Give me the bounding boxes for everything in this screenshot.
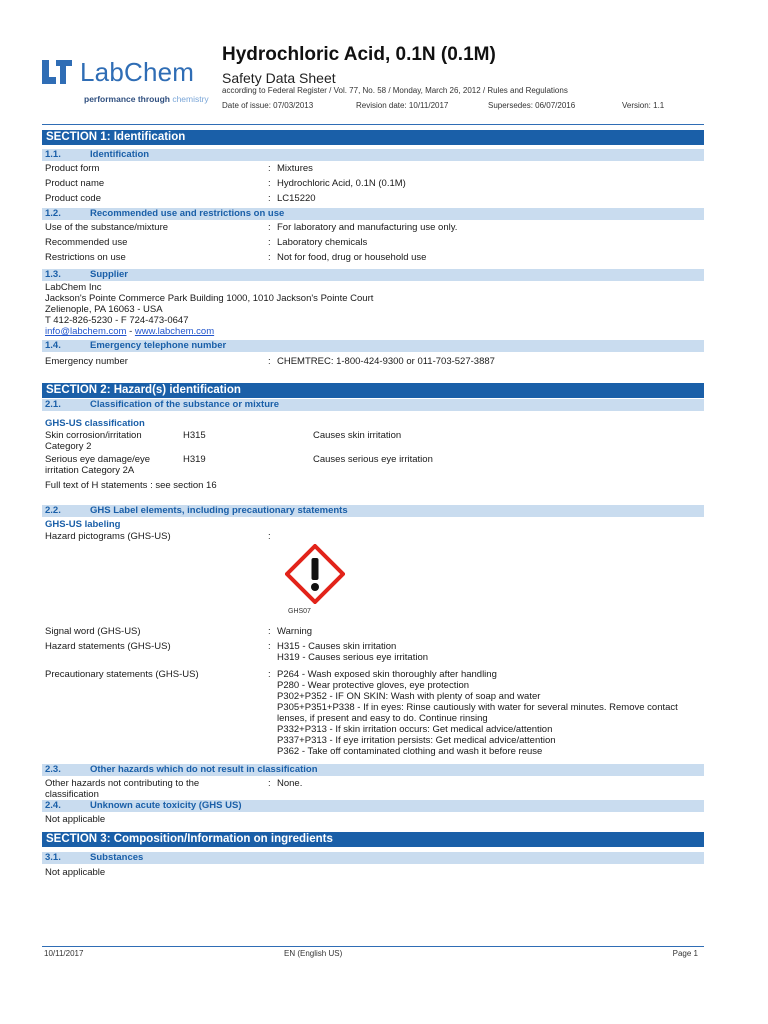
other-hazards-row: Other hazards not contributing to the classification : None. xyxy=(45,778,303,800)
precaution-statement: P362 - Take off contaminated clothing and wash it before reuse xyxy=(277,746,543,757)
supplier-block xyxy=(42,281,704,337)
supplier-website-link[interactable]: www.labchem.com xyxy=(134,326,215,337)
field-row: Use of the substance/mixture : For laboratory and manufacturing use only. xyxy=(45,222,458,233)
supplier-name: LabChem Inc xyxy=(45,282,102,293)
precaution-statement: P302+P352 - IF ON SKIN: Wash with plenty of soap and water xyxy=(277,691,541,702)
labchem-mark-icon xyxy=(42,60,72,86)
precaution-statement: lenses, if present and easy to do. Continue rinsing xyxy=(277,713,488,724)
field-row: Recommended use : Laboratory chemicals xyxy=(45,237,368,248)
subsection-1-1: 1.1. Identification xyxy=(42,149,704,161)
section-2-heading: SECTION 2: Hazard(s) identification xyxy=(42,383,704,398)
logo-tagline: performance through chemistry xyxy=(84,94,209,104)
field-row: Product form : Mixtures xyxy=(45,163,313,174)
version: Version: 1.1 xyxy=(622,101,665,110)
pictogram-area xyxy=(42,544,704,624)
classification-row: Skin corrosion/irritation Category 2 H315 Causes skin irritation xyxy=(45,430,402,452)
precaution-statement: P332+P313 - If skin irritation occurs: Get medical advice/attention xyxy=(277,724,553,735)
document-subtitle: Safety Data Sheet xyxy=(222,70,336,86)
header-rule xyxy=(42,124,704,125)
sds-header xyxy=(0,0,768,125)
footer-language: EN (English US) xyxy=(284,949,343,958)
supplier-address-1: Jackson's Pointe Commerce Park Building 1000, 1010 Jackson's Pointe Court xyxy=(45,293,374,304)
supersedes-date: Supersedes: 06/07/2016 xyxy=(488,101,576,110)
hazard-statement: H319 - Causes serious eye irritation xyxy=(277,652,429,663)
supplier-phone: T 412-826-5230 - F 724-473-0647 xyxy=(45,315,189,326)
exclamation-mark-hazard-icon xyxy=(285,544,345,604)
subsection-1-2: 1.2. Recommended use and restrictions on use xyxy=(42,208,704,220)
pictogram-code: GHS07 xyxy=(288,608,311,615)
ghs-classification-heading: GHS-US classification xyxy=(45,418,145,429)
hazard-statements-row: Hazard statements (GHS-US) : H315 - Causes skin irritation H319 - Causes serious eye irritation xyxy=(42,639,704,665)
field-row: Product name : Hydrochloric Acid, 0.1N (0.1M) xyxy=(45,178,406,189)
revision-date: Revision date: 10/11/2017 xyxy=(356,101,449,110)
footer-date: 10/11/2017 xyxy=(44,949,84,958)
subsection-1-4: 1.4. Emergency telephone number xyxy=(42,340,704,352)
subsection-2-4: 2.4. Unknown acute toxicity (GHS US) xyxy=(42,800,704,812)
section-1-heading: SECTION 1: Identification xyxy=(42,130,704,145)
field-row: Product code : LC15220 xyxy=(45,193,316,204)
pictogram-row: Hazard pictograms (GHS-US) : xyxy=(45,531,271,542)
footer-rule xyxy=(42,946,704,947)
field-row: Restrictions on use : Not for food, drug or household use xyxy=(45,252,427,263)
issue-date: Date of issue: 07/03/2013 xyxy=(222,101,314,110)
unknown-toxicity-text: Not applicable xyxy=(45,814,106,825)
hazard-statement: H315 - Causes skin irritation xyxy=(277,641,397,652)
labchem-logo xyxy=(42,58,222,110)
full-text-note: Full text of H statements : see section 16 xyxy=(45,480,217,491)
section-3-heading: SECTION 3: Composition/Information on ingredients xyxy=(42,832,704,847)
subsection-3-1: 3.1. Substances xyxy=(42,852,704,864)
subsection-2-2: 2.2. GHS Label elements, including precautionary statements xyxy=(42,505,704,517)
supplier-email-link[interactable]: info@labchem.com xyxy=(45,326,127,337)
subsection-2-3: 2.3. Other hazards which do not result in classification xyxy=(42,764,704,776)
subsection-2-1: 2.1. Classification of the substance or mixture xyxy=(42,399,704,411)
signal-word-row: Signal word (GHS-US) : Warning xyxy=(45,626,313,637)
ghs-labeling-heading: GHS-US labeling xyxy=(45,519,121,530)
classification-row: Serious eye damage/eye irritation Category 2A H319 Causes serious eye irritation xyxy=(45,454,433,476)
logo-text: LabChem xyxy=(80,57,195,87)
sds-content xyxy=(42,130,704,878)
precaution-statement: P280 - Wear protective gloves, eye protection xyxy=(277,680,470,691)
precautionary-statements-row: Precautionary statements (GHS-US) : P264 - Wash exposed skin thoroughly after handling P280 - Wear protective gloves, eye protection P302+P352 - IF ON SKIN: Wash with plenty of soap and water P305+P351+P338 - If in eyes: Rinse cautiously with water for several minutes. Remove contact lenses, if present and easy to do. Continue rinsing P332+P313 - If skin irritation occurs: Get medical advice/attention P337+P313 - If eye irritation persists: Get medical advice/attention P362 - Take off contaminated clothing and wash it before reuse xyxy=(42,667,704,757)
supplier-address-2: Zelienople, PA 16063 - USA xyxy=(45,304,163,315)
document-title: Hydrochloric Acid, 0.1N (0.1M) xyxy=(222,44,496,65)
precaution-statement: P337+P313 - If eye irritation persists: Get medical advice/attention xyxy=(277,735,556,746)
footer-page-number: Page 1 xyxy=(672,949,698,958)
subsection-1-3: 1.3. Supplier xyxy=(42,269,704,281)
link-separator: - xyxy=(126,326,135,337)
substances-text: Not applicable xyxy=(45,867,106,878)
precaution-statement: P264 - Wash exposed skin thoroughly after handling xyxy=(277,669,497,680)
precaution-statement: P305+P351+P338 - If in eyes: Rinse cautiously with water for several minutes. Remove contact xyxy=(277,702,678,713)
field-row: Emergency number : CHEMTREC: 1-800-424-9300 or 011-703-527-3887 xyxy=(45,356,495,367)
regulation-reference: according to Federal Register / Vol. 77, No. 58 / Monday, March 26, 2012 / Rules and Regulations xyxy=(222,86,568,95)
